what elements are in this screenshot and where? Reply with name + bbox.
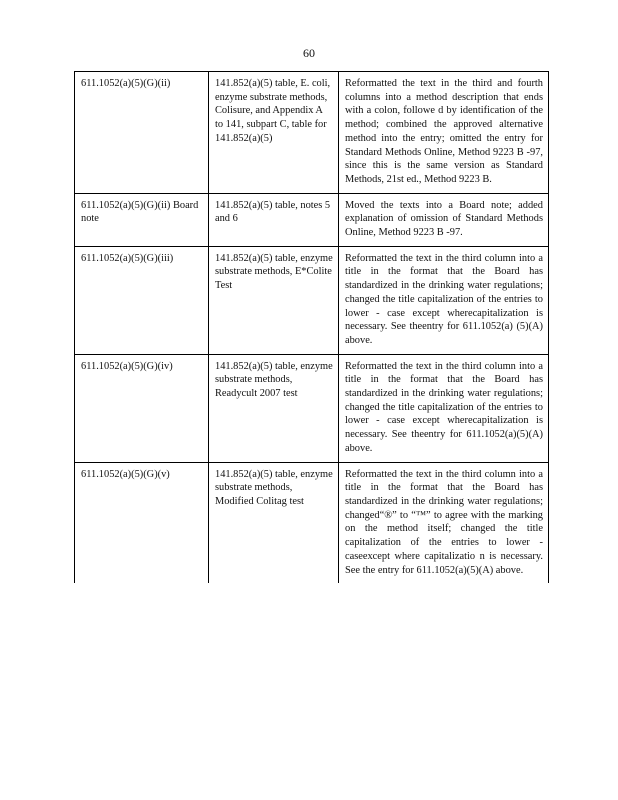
section-cell: 611.1052(a)(5)(G)(v) (75, 462, 209, 583)
table-row (75, 246, 549, 354)
source-cell: 141.852(a)(5) table, enzyme substrate methods, E*Colite Test (209, 246, 339, 354)
section-cell: 611.1052(a)(5)(G)(iii) (75, 246, 209, 354)
source-cell: 141.852(a)(5) table, notes 5 and 6 (209, 193, 339, 246)
section-cell: 611.1052(a)(5)(G)(ii) (75, 72, 209, 194)
explanation-cell: Reformatted the text in the third column into a title in the format that the Board has standardized in the drinking water regulations; changed the title capitalization of the entries to lower - case except wherecapitalization is necessary. See theentry for 611.1052(a)(5)(A) above. (339, 354, 549, 462)
explanation-cell: Reformatted the text in the third column into a title in the format that the Board has standardized in the drinking water regulations; changed the title capitalization of the entries to lower - case except wherecapitalization is necessary. See theentry for 611.1052(a) (5)(A) above. (339, 246, 549, 354)
source-cell: 141.852(a)(5) table, enzyme substrate methods, Readycult 2007 test (209, 354, 339, 462)
explanation-cell: Moved the texts into a Board note; added explanation of omission of Standard Methods Online, Method 9223 B -97. (339, 193, 549, 246)
section-cell: 611.1052(a)(5)(G)(ii) Board note (75, 193, 209, 246)
cross-reference-table (74, 71, 549, 583)
table-row (75, 354, 549, 462)
section-cell: 611.1052(a)(5)(G)(iv) (75, 354, 209, 462)
source-cell: 141.852(a)(5) table, E. coli, enzyme substrate methods, Colisure, and Appendix A to 141, subpart C, table for 141.852(a)(5) (209, 72, 339, 194)
explanation-cell: Reformatted the text in the third column into a title in the format that the Board has standardized in the drinking water regulations; changed“®” to “™” to agree with the marking on the method itself; changed the title capitalization of the entries to lower -caseexcept where capitalizatio n is necessary. See the entry for 611.1052(a)(5)(A) above. (339, 462, 549, 583)
explanation-cell: Reformatted the text in the third and fourth columns into a method description that ends with a colon, followe d by identification of the method; combined the approved alternative method into the entry; omitted the entry for Standard Methods Online, Method 9223 B -97, since this is the same version as Standard Methods, 21st ed., Method 9223 B. (339, 72, 549, 194)
table-row (75, 462, 549, 583)
page-number: 60 (303, 46, 315, 60)
table-row (75, 72, 549, 194)
table-row (75, 193, 549, 246)
source-cell: 141.852(a)(5) table, enzyme substrate methods, Modified Colitag test (209, 462, 339, 583)
